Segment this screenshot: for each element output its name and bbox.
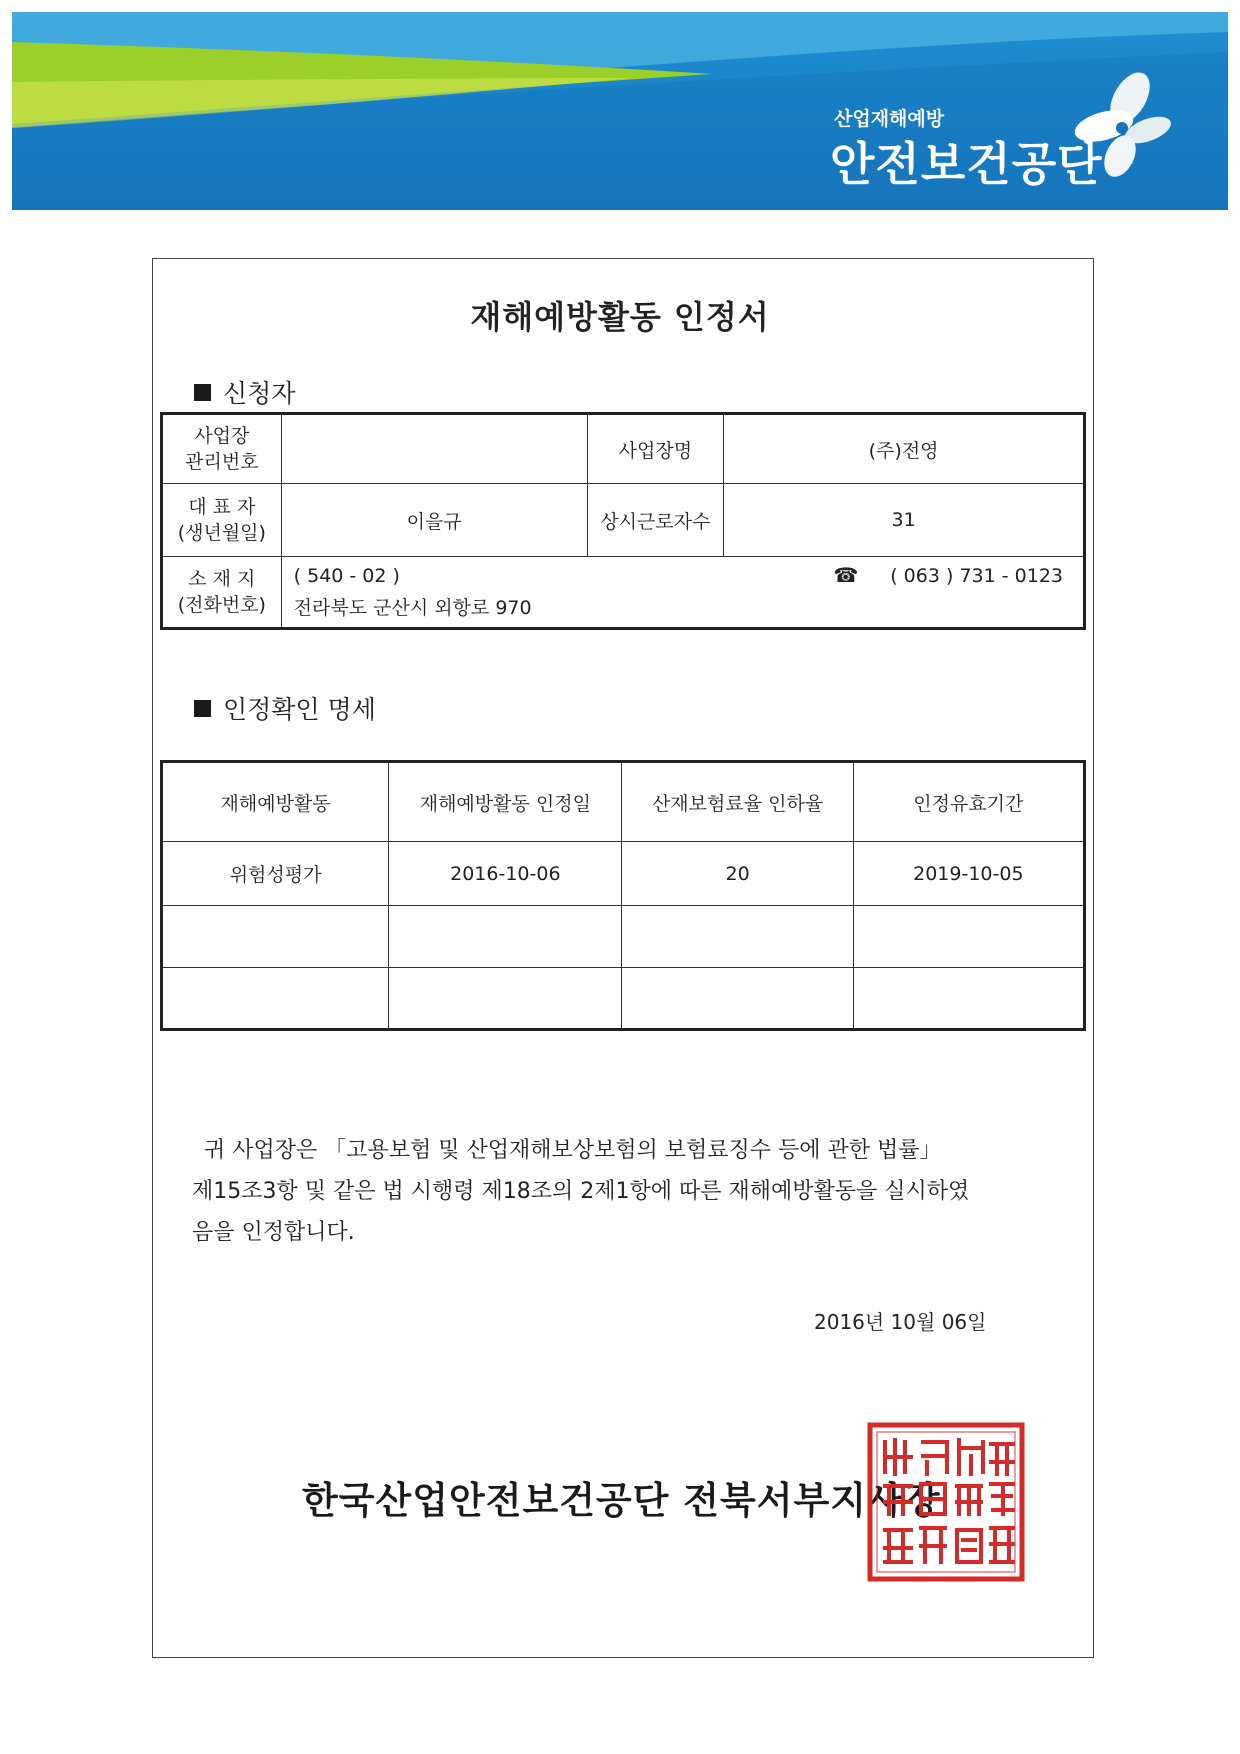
label-location: 소 재 지 (전화번호): [162, 557, 282, 629]
address: 전라북도 군산시 외항로 970: [293, 597, 532, 619]
table-cell: [853, 906, 1084, 968]
statement-line: 귀 사업장은 「고용보험 및 산업재해보상보험의 보험료징수 등에 관한 법률」: [204, 1138, 942, 1163]
value-site-mgmt-no: [281, 414, 587, 484]
square-bullet-icon: [194, 700, 211, 717]
telephone-icon: ☎: [833, 563, 859, 587]
label-site-mgmt-no: 사업장 관리번호: [162, 414, 282, 484]
org-subtitle: 산업재해예방: [834, 108, 945, 130]
statement-line: 음을 인정합니다.: [192, 1220, 355, 1245]
table-cell: [622, 906, 853, 968]
statement-line: 제15조3항 및 같은 법 시행령 제18조의 2제1항에 따른 재해예방활동을 실시하였: [192, 1179, 970, 1204]
value-representative: 이을규: [281, 484, 587, 557]
table-row: [162, 906, 1085, 968]
table-cell: [853, 968, 1084, 1030]
table-cell: [389, 906, 622, 968]
table-cell: [622, 968, 853, 1030]
confirmation-table: [160, 760, 1086, 1031]
table-row: [162, 557, 1085, 629]
agency-logo-icon: [1070, 68, 1180, 183]
official-seal-stamp: [867, 1422, 1025, 1582]
table-cell: [389, 968, 622, 1030]
column-header: 산재보험료율 인하율: [622, 762, 853, 842]
table-row: [162, 968, 1085, 1030]
issue-date: 2016년 10월 06일: [814, 1310, 987, 1334]
table-header-row: [162, 762, 1085, 842]
column-header: 인정유효기간: [853, 762, 1084, 842]
column-header: 재해예방활동 인정일: [389, 762, 622, 842]
column-header: 재해예방활동: [162, 762, 389, 842]
document-title: 재해예방활동 인정서: [470, 298, 770, 336]
table-cell: [162, 906, 389, 968]
label-site-name: 사업장명: [587, 414, 724, 484]
table-cell: [162, 968, 389, 1030]
table-cell: 2016-10-06: [389, 842, 622, 906]
value-workers: 31: [724, 484, 1085, 557]
value-location: [281, 557, 1084, 629]
header-banner: [12, 12, 1228, 210]
table-row: [162, 484, 1085, 557]
label-workers: 상시근로자수: [587, 484, 724, 557]
issuer-signature-line: 한국산업안전보건공단 전북서부지사장: [302, 1479, 941, 1522]
table-cell: 20: [622, 842, 853, 906]
table-row: [162, 414, 1085, 484]
postal-code: ( 540 - 02 ): [293, 565, 400, 587]
phone-number: ☎ ( 063 ) 731 - 0123: [833, 563, 1063, 587]
org-name: 안전보건공단: [830, 137, 1103, 191]
table-cell: 2019-10-05: [853, 842, 1084, 906]
square-bullet-icon: [194, 384, 211, 401]
value-site-name: (주)전영: [724, 414, 1085, 484]
table-row: [162, 842, 1085, 906]
certification-statement: [192, 1130, 1080, 1253]
section-heading-applicant: 신청자: [194, 374, 295, 410]
section-heading-confirmation: 인정확인 명세: [194, 690, 376, 726]
applicant-table: [160, 412, 1086, 630]
label-representative: 대 표 자 (생년월일): [162, 484, 282, 557]
table-cell: 위험성평가: [162, 842, 389, 906]
